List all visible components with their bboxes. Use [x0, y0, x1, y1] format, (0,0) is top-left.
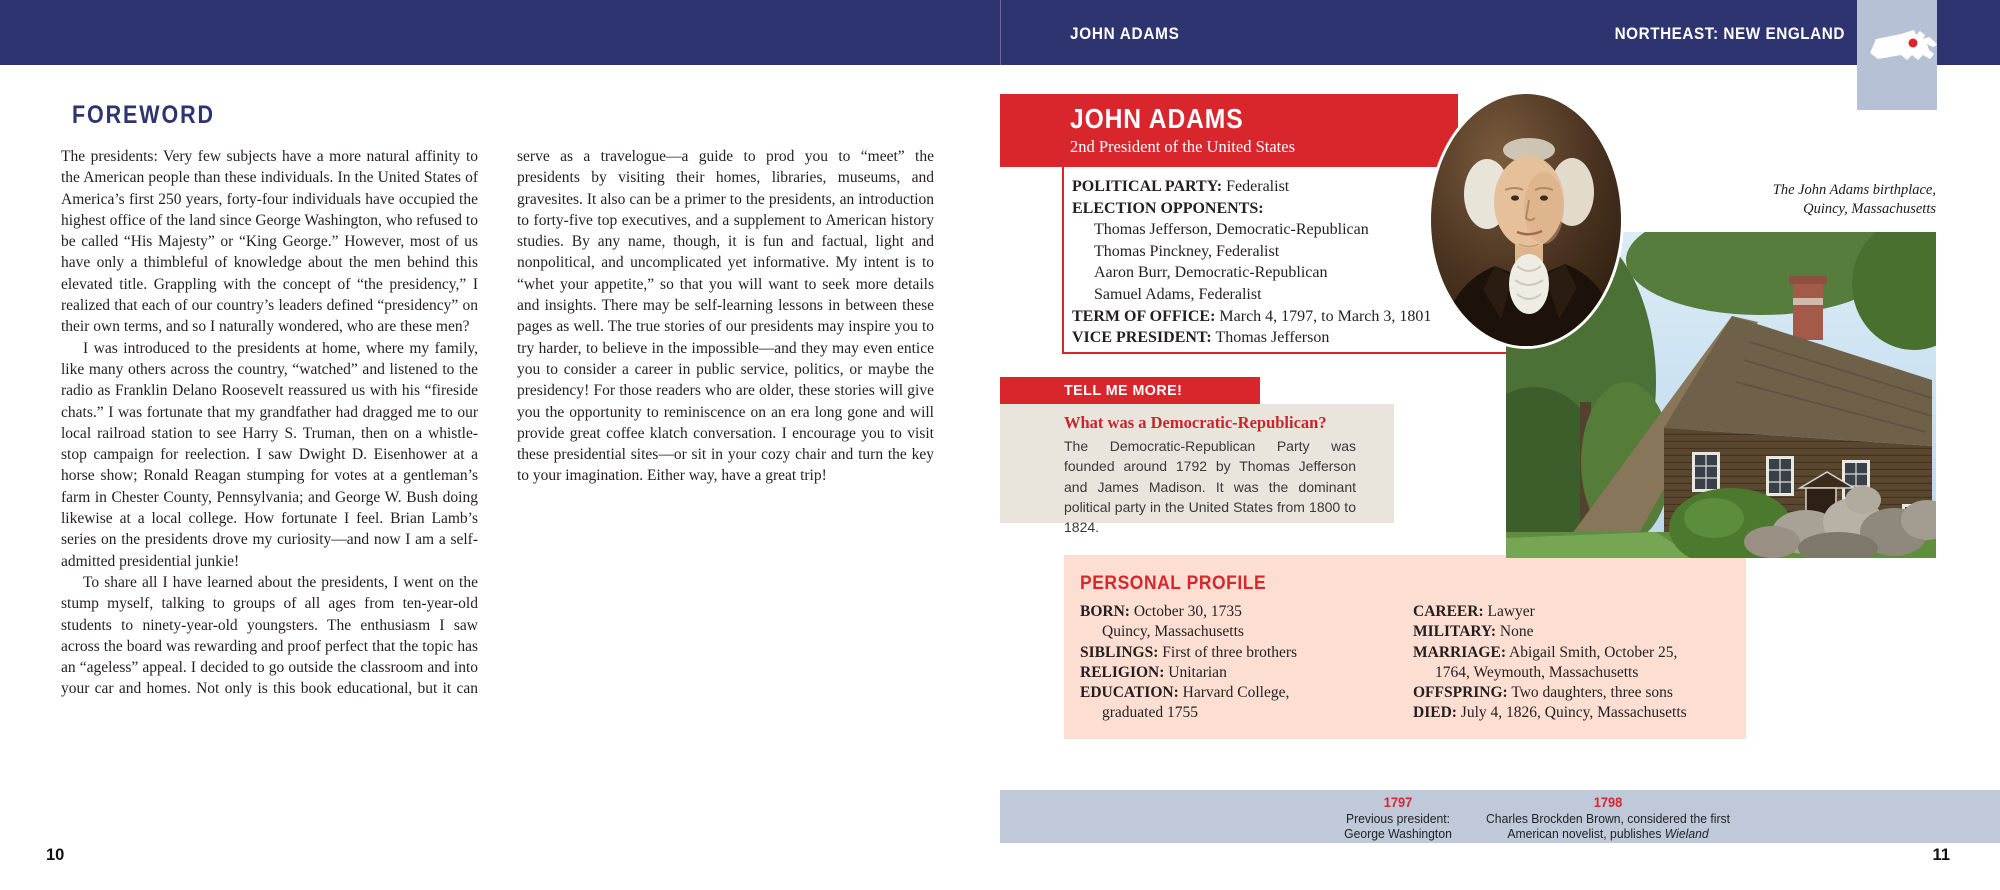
page-number-right: 11 — [1932, 846, 1950, 864]
opponent-row: Aaron Burr, Democratic-Republican — [1094, 264, 1328, 282]
foreword-title: FOREWORD — [72, 101, 215, 129]
profile-row-offspring: OFFSPRING: Two daughters, three sons — [1413, 684, 1673, 702]
timeline-bar — [1000, 790, 2000, 843]
tell-me-more-answer: The Democratic-Republican Party was founded around 1792 by Thomas Jefferson and James Madison. It was the dominant political party in the United States from 1800 to 1824. — [1064, 438, 1356, 536]
quincy-location-dot — [1909, 39, 1918, 48]
page-number-left: 10 — [46, 846, 65, 864]
profile-row-military: MILITARY: None — [1413, 623, 1534, 641]
header-bar — [0, 0, 2000, 65]
president-subtitle: 2nd President of the United States — [1070, 137, 1296, 156]
tell-me-more-box — [1000, 404, 1394, 536]
state-locator-box — [1857, 0, 1937, 110]
profile-row-education: EDUCATION: Harvard College, graduated 1755 — [1080, 684, 1290, 722]
photo-caption — [1646, 181, 1936, 219]
profile-left-column — [1080, 602, 1402, 724]
tell-me-more-question: What was a Democratic-Republican? — [1064, 413, 1327, 432]
foreword-text-columns — [61, 146, 934, 712]
profile-row-siblings: SIBLINGS: First of three brothers — [1080, 643, 1298, 661]
personal-profile-title: PERSONAL PROFILE — [1080, 573, 1267, 594]
term-of-office-row: TERM OF OFFICE: March 4, 1797, to March 3, 1801 — [1072, 307, 1432, 325]
president-title-box — [1000, 94, 1458, 167]
profile-row-died: DIED: July 4, 1826, Quincy, Massachusetts — [1413, 704, 1687, 722]
timeline-text-line: Previous president: — [1345, 811, 1451, 826]
opponent-row: Thomas Pinckney, Federalist — [1094, 242, 1280, 260]
massachusetts-map-icon — [1857, 0, 1937, 110]
president-name-heading: JOHN ADAMS — [1070, 103, 1244, 134]
foreword-paragraph: The presidents: Very few subjects have a more natural affinity to the American people than these individuals. In the United States of America’s first 250 years, forty-four individuals have occupied the highest office of the land since George Washington, who refused to be called “His Majesty” or “King George.” However, most of us have only a thimbleful of knowledge about the men behind this elevated title. Grappling with the concept of “the presidency,” I realized that each of our country’s leaders defined “presidency” on their own terms, and so I naturally wondered, who are these men? — [61, 148, 478, 336]
opponents-label-row: ELECTION OPPONENTS: — [1072, 199, 1264, 217]
timeline-book-title: Wieland — [1664, 825, 1709, 841]
timeline-year: 1798 — [1593, 795, 1623, 810]
timeline-text-line: George Washington — [1344, 825, 1452, 841]
opponent-row: Samuel Adams, Federalist — [1094, 285, 1262, 303]
page-fold-line — [1000, 0, 1001, 65]
header-president-name: JOHN ADAMS — [1070, 24, 1180, 43]
profile-row-career: CAREER: Lawyer — [1413, 603, 1535, 620]
vice-president-row: VICE PRESIDENT: Thomas Jefferson — [1072, 329, 1330, 347]
profile-row-born: BORN: October 30, 1735 Quincy, Massachusetts — [1080, 603, 1244, 641]
timeline-text-line: American novelist, publishes Wieland — [1507, 825, 1709, 841]
profile-row-marriage: MARRIAGE: Abigail Smith, October 25, 1764, Weymouth, Massachusetts — [1413, 643, 1678, 681]
photo-caption-line2: Quincy, Massachusetts — [1803, 201, 1936, 217]
john-adams-portrait-image — [1431, 94, 1624, 349]
foreword-paragraph: To share all I have learned about the presidents, I went on the stump myself, talking to groups of all ages from ten-year-old students to ninety-year-old youngsters. The enthusiasm I saw across the board was rewarding and proof perfect that the topic has an “ageless” appeal. I decided to go outside the classroom and into your car and homes. Not only is this book educational, but it can serve as a travelogue—a guide to prod you to “meet” the presidents by visiting their homes, libraries, museums, and gravesites. It also can be a primer to the presidents, an introduction to forty-five top executives, and a supplement to American history studies. By any name, though, it is fun and factual, light and nonpolitical, and uncomplicated yet informative. My intent is to “whet your appetite,” so that you will want to seek more details and insights. There may be self-learning lessons in between these pages as well. The true stories of our presidents may inspire you to try harder, to believe in the impossible—and they may even entice you to consider a career in public service, politics, or maybe the presidency! For those readers who are older, these stories will give you the opportunity to reminiscence on an era long gone and will provide great coffee klatch conversation. I encourage you to visit these presidential sites—or sit in your cozy chair and turn the key to your imagination. Either way, have a great trip! — [61, 148, 934, 698]
foreword-paragraph: I was introduced to the presidents at home, where my family, like many others across the country, “watched” and listened to the radio as Franklin Delano Roosevelt reassured us with his “fireside chats.” I was fortunate that my grandfather had dragged me to our local railroad station to see Harry S. Truman, then on a whistle-stop campaign for reelection. I saw Dwight D. Eisenhower at a horse show; Ronald Reagan stumping for votes at a gentleman’s farm in Chester County, Pennsylvania; and George W. Bush doing likewise at a local college. How fortunate I feel. Brian Lamb’s series on the presidents drove my curiosity—and now I am a self-admitted presidential junkie! — [61, 339, 478, 570]
political-party-row: POLITICAL PARTY: Federalist — [1072, 178, 1290, 195]
header-region-label: NORTHEAST: NEW ENGLAND — [1614, 24, 1845, 43]
timeline-year: 1797 — [1383, 795, 1413, 810]
timeline-event-1798 — [1447, 795, 1770, 841]
personal-profile-box — [1064, 555, 1746, 739]
john-adams-portrait — [1428, 91, 1624, 349]
profile-right-column — [1413, 602, 1735, 724]
photo-caption-line1: The John Adams birthplace, — [1772, 182, 1936, 198]
tell-me-more-label-text: TELL ME MORE! — [1064, 382, 1183, 399]
timeline-text-line: Charles Brockden Brown, considered the first — [1486, 811, 1730, 826]
opponent-row: Thomas Jefferson, Democratic-Republican — [1094, 221, 1369, 239]
tell-me-more-label — [1000, 377, 1260, 404]
profile-row-religion: RELIGION: Unitarian — [1080, 663, 1227, 681]
